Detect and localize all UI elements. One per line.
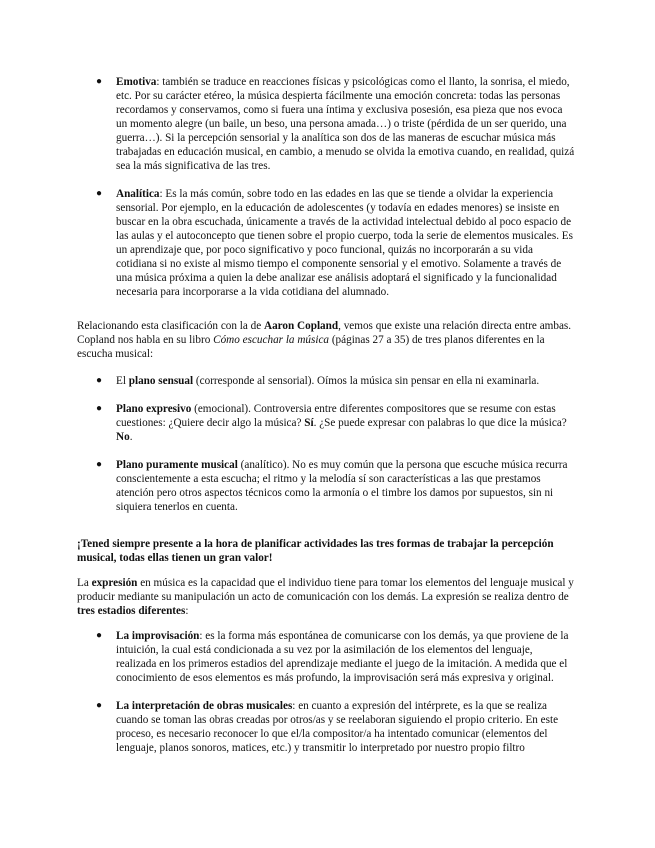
list-item-analitica	[0, 187, 655, 299]
list-item-improvisacion: ● La improvisación: es la forma más espontánea de comunicarse con los demás, ya que proviene de la intuición, la cual está condicionada a su vez por la asimilación de los elementos del lenguaje, realizada en los primeros estadios del aprendizaje mediante el juego de la imitación. A medida que el conocimiento de esos elementos es más profundo, la improvisación será más expresiva y original.	[96, 630, 569, 684]
bullet-icon: ●	[96, 375, 103, 386]
term-plano-musical: Plano puramente musical	[116, 459, 238, 471]
term-emotiva: Emotiva	[116, 76, 157, 88]
bullet-icon: ●	[96, 630, 103, 641]
analitica-description: : Es la más común, sobre todo en las edades en las que se tiende a olvidar la experiencia sensorial. Por ejemplo, en la educación de adolescentes (y todavía en edades menores) se insiste en buscar en la obra escuchada, únicamente a través de la actividad intelectual debido al poco espacio de las aulas y el autoconcepto que tienen sobre el propio cuerpo, toda la serie de elementos musicales. Es un aprendizaje que, por poco significativo y poco funcional, quizás no incorporarán a su vida cotidiana si no existe al mismo tiempo el componente sensorial y el emotivo. Solamente a través de una música próxima a quien la debe analizar ese análisis adoptará el significado y la funcionalidad necesaria para incorporarse a la vida cotidiana del alumnado.	[116, 188, 573, 298]
term-analitica: Analítica	[116, 188, 160, 200]
listening-planes-list	[0, 374, 655, 514]
term-plano-expresivo: Plano expresivo	[116, 403, 192, 415]
term-plano-sensual: plano sensual	[128, 375, 194, 387]
bullet-icon: ●	[96, 459, 103, 470]
emotiva-description: : también se traduce en reacciones físicas y psicológicas como el llanto, la sonrisa, el miedo, etc. Por su carácter etéreo, la música despierta fácilmente una emoción concreta: todas las personas recordamos y conservamos, como si fuera una íntima y exclusiva posesión, esa pieza que nos evoca un momento alegre (un baile, un beso, una persona amada…) o triste (pérdida de un ser querido, una guerra…). Si la percepción sensorial y la analítica son dos de las maneras de escuchar música más trabajadas en educación musical, en cambio, a menudo se olvida la emotiva cuando, en realidad, quizá sea la más significativa de las tres.	[116, 76, 575, 172]
book-title: Cómo escuchar la música	[213, 334, 330, 346]
highlight-note: ¡Tened siempre presente a la hora de planificar actividades las tres formas de trabajar la percepción musical, todas ellas tienen un gran valor!	[77, 538, 554, 564]
list-item-emotiva	[0, 75, 655, 173]
copland-paragraph: Relacionando esta clasificación con la de Aaron Copland, vemos que existe una relación directa entre ambas. Copland nos habla en su libro Cómo escuchar la música (páginas 27 a 35) de tres planos diferentes en la escucha musical:	[77, 320, 572, 360]
list-item-plano-expresivo: ● Plano expresivo (emocional). Controversia entre diferentes compositores que se resume con estas cuestiones: ¿Quiere decir algo la música? Sí. ¿Se puede expresar con palabras lo que dice la música? No.	[96, 403, 567, 443]
bullet-icon: ●	[96, 403, 103, 414]
expression-stages-list	[0, 629, 655, 755]
list-item-plano-musical: ● Plano puramente musical (analítico). No es muy común que la persona que escuche música recurra conscientemente a esta escucha; el ritmo y la melodía sí son características a las que prestamos atención pero otros aspectos técnicos como la armonía o el timbre los damos por supuestos, sin ni siquiera tenerlos en cuenta.	[96, 459, 568, 513]
answer-si: Sí	[304, 417, 314, 429]
term-expresion: expresión	[91, 577, 138, 589]
term-improvisacion: La improvisación	[116, 630, 200, 642]
list-item-plano-sensual: ● El plano sensual (corresponde al sensorial). Oímos la música sin pensar en ella ni examinarla.	[96, 375, 540, 387]
author-name: Aaron Copland	[264, 320, 339, 332]
expresion-paragraph: La expresión en música es la capacidad que el individuo tiene para tomar los elementos del lenguaje musical y producir mediante su manipulación un acto de comunicación con los demás. La expresión se realiza dentro de tres estadios diferentes:	[77, 577, 574, 617]
term-interpretacion: La interpretación de obras musicales	[116, 700, 293, 712]
perception-types-list	[0, 75, 655, 299]
bullet-icon: ●	[96, 188, 103, 199]
bullet-icon: ●	[96, 76, 103, 87]
list-item-interpretacion: ● La interpretación de obras musicales: en cuanto a expresión del intérprete, es la que se realiza cuando se toman las obras creadas por otros/as y se reelaboran siguiendo el propio criterio. En este proceso, es necesario reconocer lo que el/la compositor/a ha intentado comunicar (elementos del lenguaje, planos sonoros, matices, etc.) y transmitir lo interpretado por nuestro propio filtro	[96, 700, 559, 754]
bullet-icon: ●	[96, 700, 103, 711]
term-tres-estadios: tres estadios diferentes	[77, 605, 186, 617]
answer-no: No	[116, 431, 130, 443]
